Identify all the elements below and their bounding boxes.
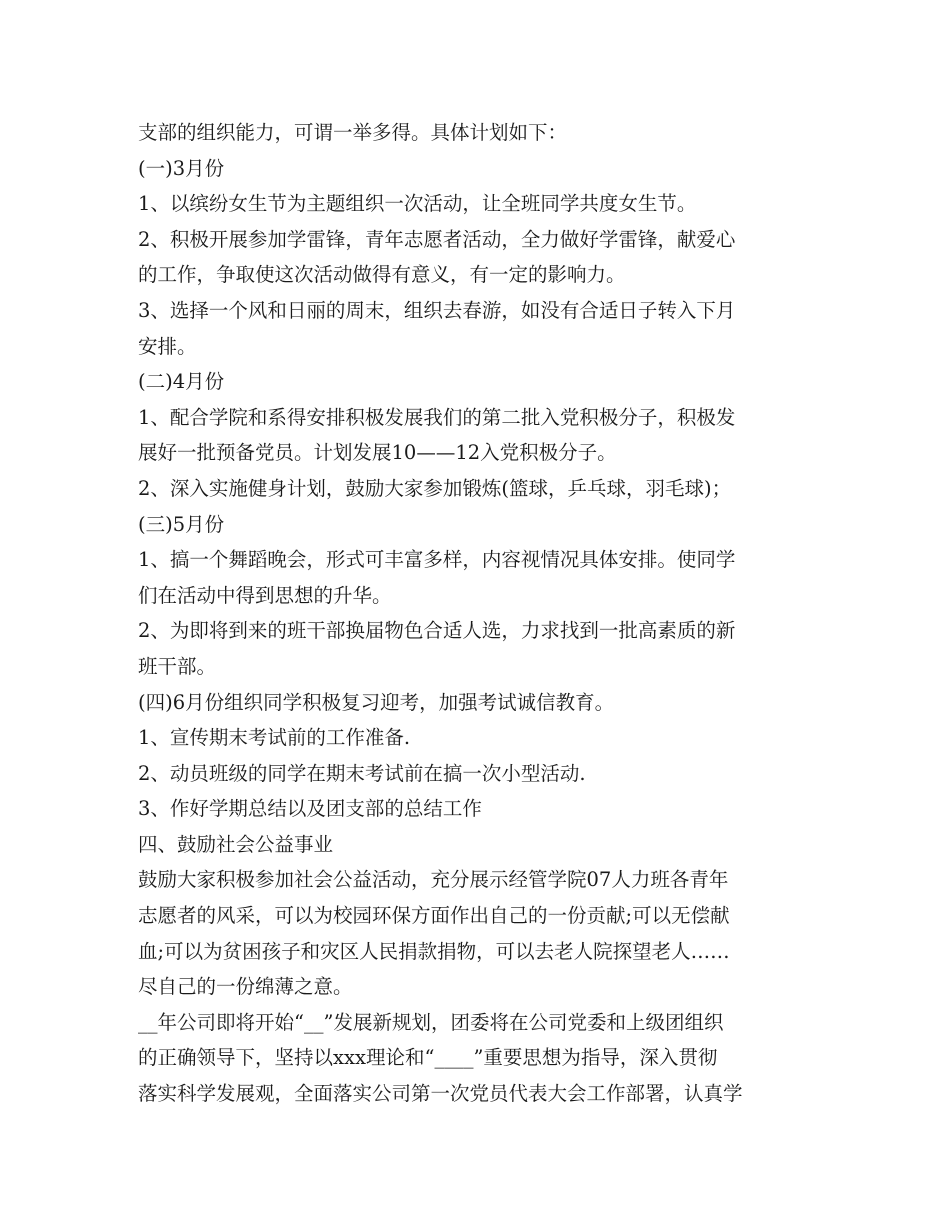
text-line: 落实科学发展观，全面落实公司第一次党员代表大会工作部署，认真学 (138, 1082, 743, 1106)
section-heading-public-welfare: 四、鼓励社会公益事业 (138, 832, 334, 856)
text-line: 2、深入实施健身计划，鼓励大家参加锻炼(篮球，乒乓球，羽毛球)； (138, 476, 732, 500)
text-line: 的正确领导下，坚持以xxx理论和“____”重要思想为指导，深入贯彻 (138, 1046, 718, 1070)
text-line: 2、积极开展参加学雷锋，青年志愿者活动，全力做好学雷锋，献爱心 (138, 227, 736, 251)
text-line: 安排。 (138, 334, 197, 358)
text-line: 3、选择一个风和日丽的周末，组织去春游，如没有合适日子转入下月 (138, 298, 736, 322)
text-line: 尽自己的一份绵薄之意。 (138, 975, 353, 999)
text-line: 2、为即将到来的班干部换届物色合适人选，力求找到一批高素质的新 (138, 619, 736, 643)
text-line: 1、配合学院和系得安排积极发展我们的第二批入党积极分子，积极发 (138, 405, 736, 429)
text-line: 3、作好学期总结以及团支部的总结工作 (138, 797, 482, 821)
section-heading-april: (二)4月份 (138, 370, 225, 394)
text-line: 班干部。 (138, 654, 217, 678)
section-heading-may: (三)5月份 (138, 512, 225, 536)
text-line: 支部的组织能力，可谓一举多得。具体计划如下： (138, 121, 568, 144)
text-line: 的工作，争取使这次活动做得有意义，有一定的影响力。 (138, 263, 626, 287)
text-line: 1、以缤纷女生节为主题组织一次活动，让全班同学共度女生节。 (138, 192, 697, 216)
document-body (138, 115, 816, 1112)
text-line: 鼓励大家积极参加社会公益活动，充分展示经管学院07人力班各青年 (138, 868, 729, 892)
text-line: 血;可以为贫困孩子和灾区人民捐款捐物，可以去老人院探望老人…… (138, 939, 730, 963)
text-line: 们在活动中得到思想的升华。 (138, 583, 392, 607)
text-line: 2、动员班级的同学在期末考试前在搞一次小型活动. (138, 761, 586, 785)
section-heading-march: (一)3月份 (138, 156, 225, 180)
text-line: 1、宣传期末考试前的工作准备. (138, 726, 411, 750)
text-line: 志愿者的风采，可以为校园环保方面作出自己的一份贡献;可以无偿献 (138, 904, 730, 928)
text-line: 展好一批预备党员。计划发展10——12入党积极分子。 (138, 441, 617, 465)
text-line: __年公司即将开始“__”发展新规划，团委将在公司党委和上级团组织 (138, 1010, 724, 1034)
section-heading-june: (四)6月份组织同学积极复习迎考，加强考试诚信教育。 (138, 690, 615, 714)
text-line: 1、搞一个舞蹈晚会，形式可丰富多样，内容视情况具体安排。使同学 (138, 548, 736, 572)
